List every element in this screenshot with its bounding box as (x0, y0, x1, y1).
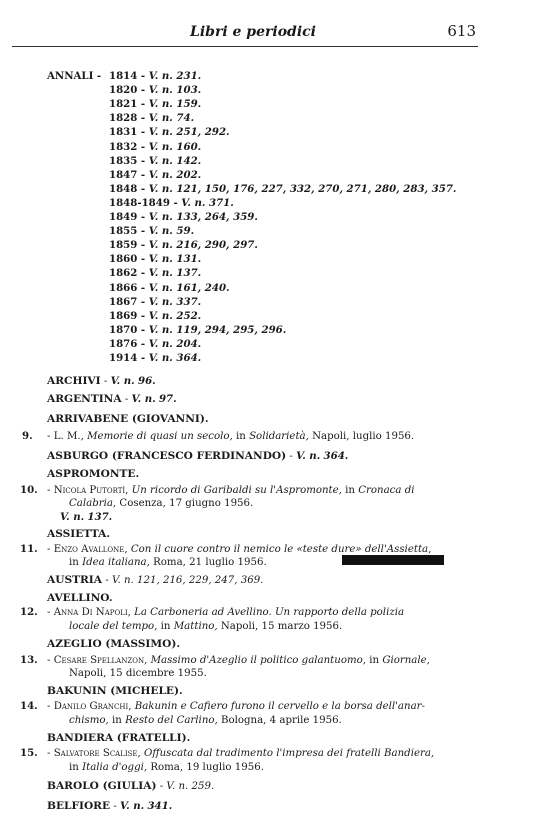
annali-heading: ANNALI - (47, 70, 102, 82)
item-number: 14. (20, 700, 38, 712)
entry-bakunin: BAKUNIN (MICHELE). (47, 685, 183, 697)
bibliography-item-10: - Nicola Putortì, Un ricordo di Garibaldi su l'Aspromonte, in Cronaca di (47, 485, 415, 496)
annali-entry: 1821 - V. n. 159. (109, 98, 202, 111)
bibliography-item-15-cont: in Italia d'oggi, Roma, 19 luglio 1956. (69, 762, 264, 773)
item-number: 15. (20, 747, 38, 759)
bibliography-item-13: - Cesare Spellanzon, Massimo d'Azeglio il politico galantuomo, in Giornale, (47, 655, 430, 666)
annali-entry: 1832 - V. n. 160. (109, 140, 202, 153)
bibliography-item-12: - Anna Di Napoli, La Carboneria ad Avellino. Un rapporto della polizia (47, 607, 405, 618)
bibliography-item-12-cont: locale del tempo, in Mattino, Napoli, 15 marzo 1956. (69, 621, 343, 632)
annali-entry: 1914 - V. n. 364. (109, 352, 202, 364)
annali-entry: 1831 - V. n. 251, 292. (109, 126, 230, 139)
annali-entry: 1848-1849 - V. n. 371. (109, 196, 234, 209)
item-number: 10. (20, 484, 38, 496)
entry-aspromonte: ASPROMONTE. (47, 468, 140, 480)
entry-bandiera: BANDIERA (FRATELLI). (47, 732, 191, 744)
item-number: 12. (20, 606, 38, 618)
bibliography-item-9: - L. M., Memorie di quasi un secolo, in Solidarietà, Napoli, luglio 1956. (47, 431, 415, 442)
bibliography-item-14: - Danilo Granchi, Bakunin e Cafiero furono il cervello e la borsa dell'anar- (47, 701, 425, 712)
bibliography-item-11-cont: in Idea italiana, Roma, 21 luglio 1956. (69, 557, 267, 568)
entry-avellino: AVELLINO. (47, 592, 113, 604)
entry-belfiore: BELFIORE - V. n. 341. (47, 800, 173, 812)
annali-entry: 1870 - V. n. 119, 294, 295, 296. (109, 323, 287, 336)
header-rule (12, 46, 478, 47)
annali-entry: 1847 - V. n. 202. (109, 168, 202, 181)
entry-archivi: ARCHIVI - V. n. 96. (47, 375, 156, 387)
bibliography-item-14-cont: chismo, in Resto del Carlino, Bologna, 4 aprile 1956. (69, 715, 342, 726)
bibliography-item-11: - Enzo Avallone, Con il cuore contro il nemico le «teste dure» dell'Assietta, (47, 544, 432, 555)
annali-entry: 1876 - V. n. 204. (109, 337, 202, 350)
annali-entry: 1835 - V. n. 142. (109, 154, 202, 167)
annali-entry: 1820 - V. n. 103. (109, 84, 202, 97)
running-title: Libri e periodici (190, 24, 316, 40)
item-number: 11. (20, 543, 38, 555)
annali-entry: 1869 - V. n. 252. (109, 309, 202, 322)
item-number: 13. (20, 654, 38, 666)
ink-smudge (342, 555, 444, 565)
annali-entry: 1860 - V. n. 131. (109, 253, 202, 266)
item-number: 9. (22, 430, 33, 442)
running-header (0, 22, 550, 42)
annali-entry: 1814 - V. n. 231. (109, 70, 202, 82)
annali-entry: 1849 - V. n. 133, 264, 359. (109, 211, 258, 223)
annali-entry: 1848 - V. n. 121, 150, 176, 227, 332, 270, 271, 280, 283, 357. (109, 182, 457, 195)
entry-austria: AUSTRIA - V. n. 121, 216, 229, 247, 369. (47, 574, 264, 586)
bibliography-item-10-cont: Calabria, Cosenza, 17 giugno 1956. (69, 498, 254, 509)
bibliography-item-10-ref: V. n. 137. (60, 511, 113, 523)
annali-entry: 1859 - V. n. 216, 290, 297. (109, 239, 258, 252)
entry-asburgo: ASBURGO (FRANCESCO FERDINANDO) - V. n. 364. (47, 450, 349, 462)
entry-assietta: ASSIETTA. (47, 528, 111, 540)
annali-entry: 1867 - V. n. 337. (109, 295, 202, 308)
bibliography-item-15: - Salvatore Scalise, Offuscata dal tradimento l'impresa dei fratelli Bandiera, (47, 748, 435, 759)
entry-argentina: ARGENTINA - V. n. 97. (47, 393, 177, 405)
annali-entry: 1862 - V. n. 137. (109, 267, 202, 280)
entry-azeglio: AZEGLIO (MASSIMO). (47, 638, 181, 650)
annali-entry: 1828 - V. n. 74. (109, 112, 195, 125)
entry-arrivabene: ARRIVABENE (GIOVANNI). (47, 413, 209, 425)
annali-entry: 1866 - V. n. 161, 240. (109, 281, 230, 294)
page-number: 613 (447, 22, 476, 40)
annali-entry: 1855 - V. n. 59. (109, 225, 195, 238)
entry-barolo: BAROLO (GIULIA) - V. n. 259. (47, 780, 215, 792)
bibliography-item-13-cont: Napoli, 15 dicembre 1955. (69, 668, 207, 679)
